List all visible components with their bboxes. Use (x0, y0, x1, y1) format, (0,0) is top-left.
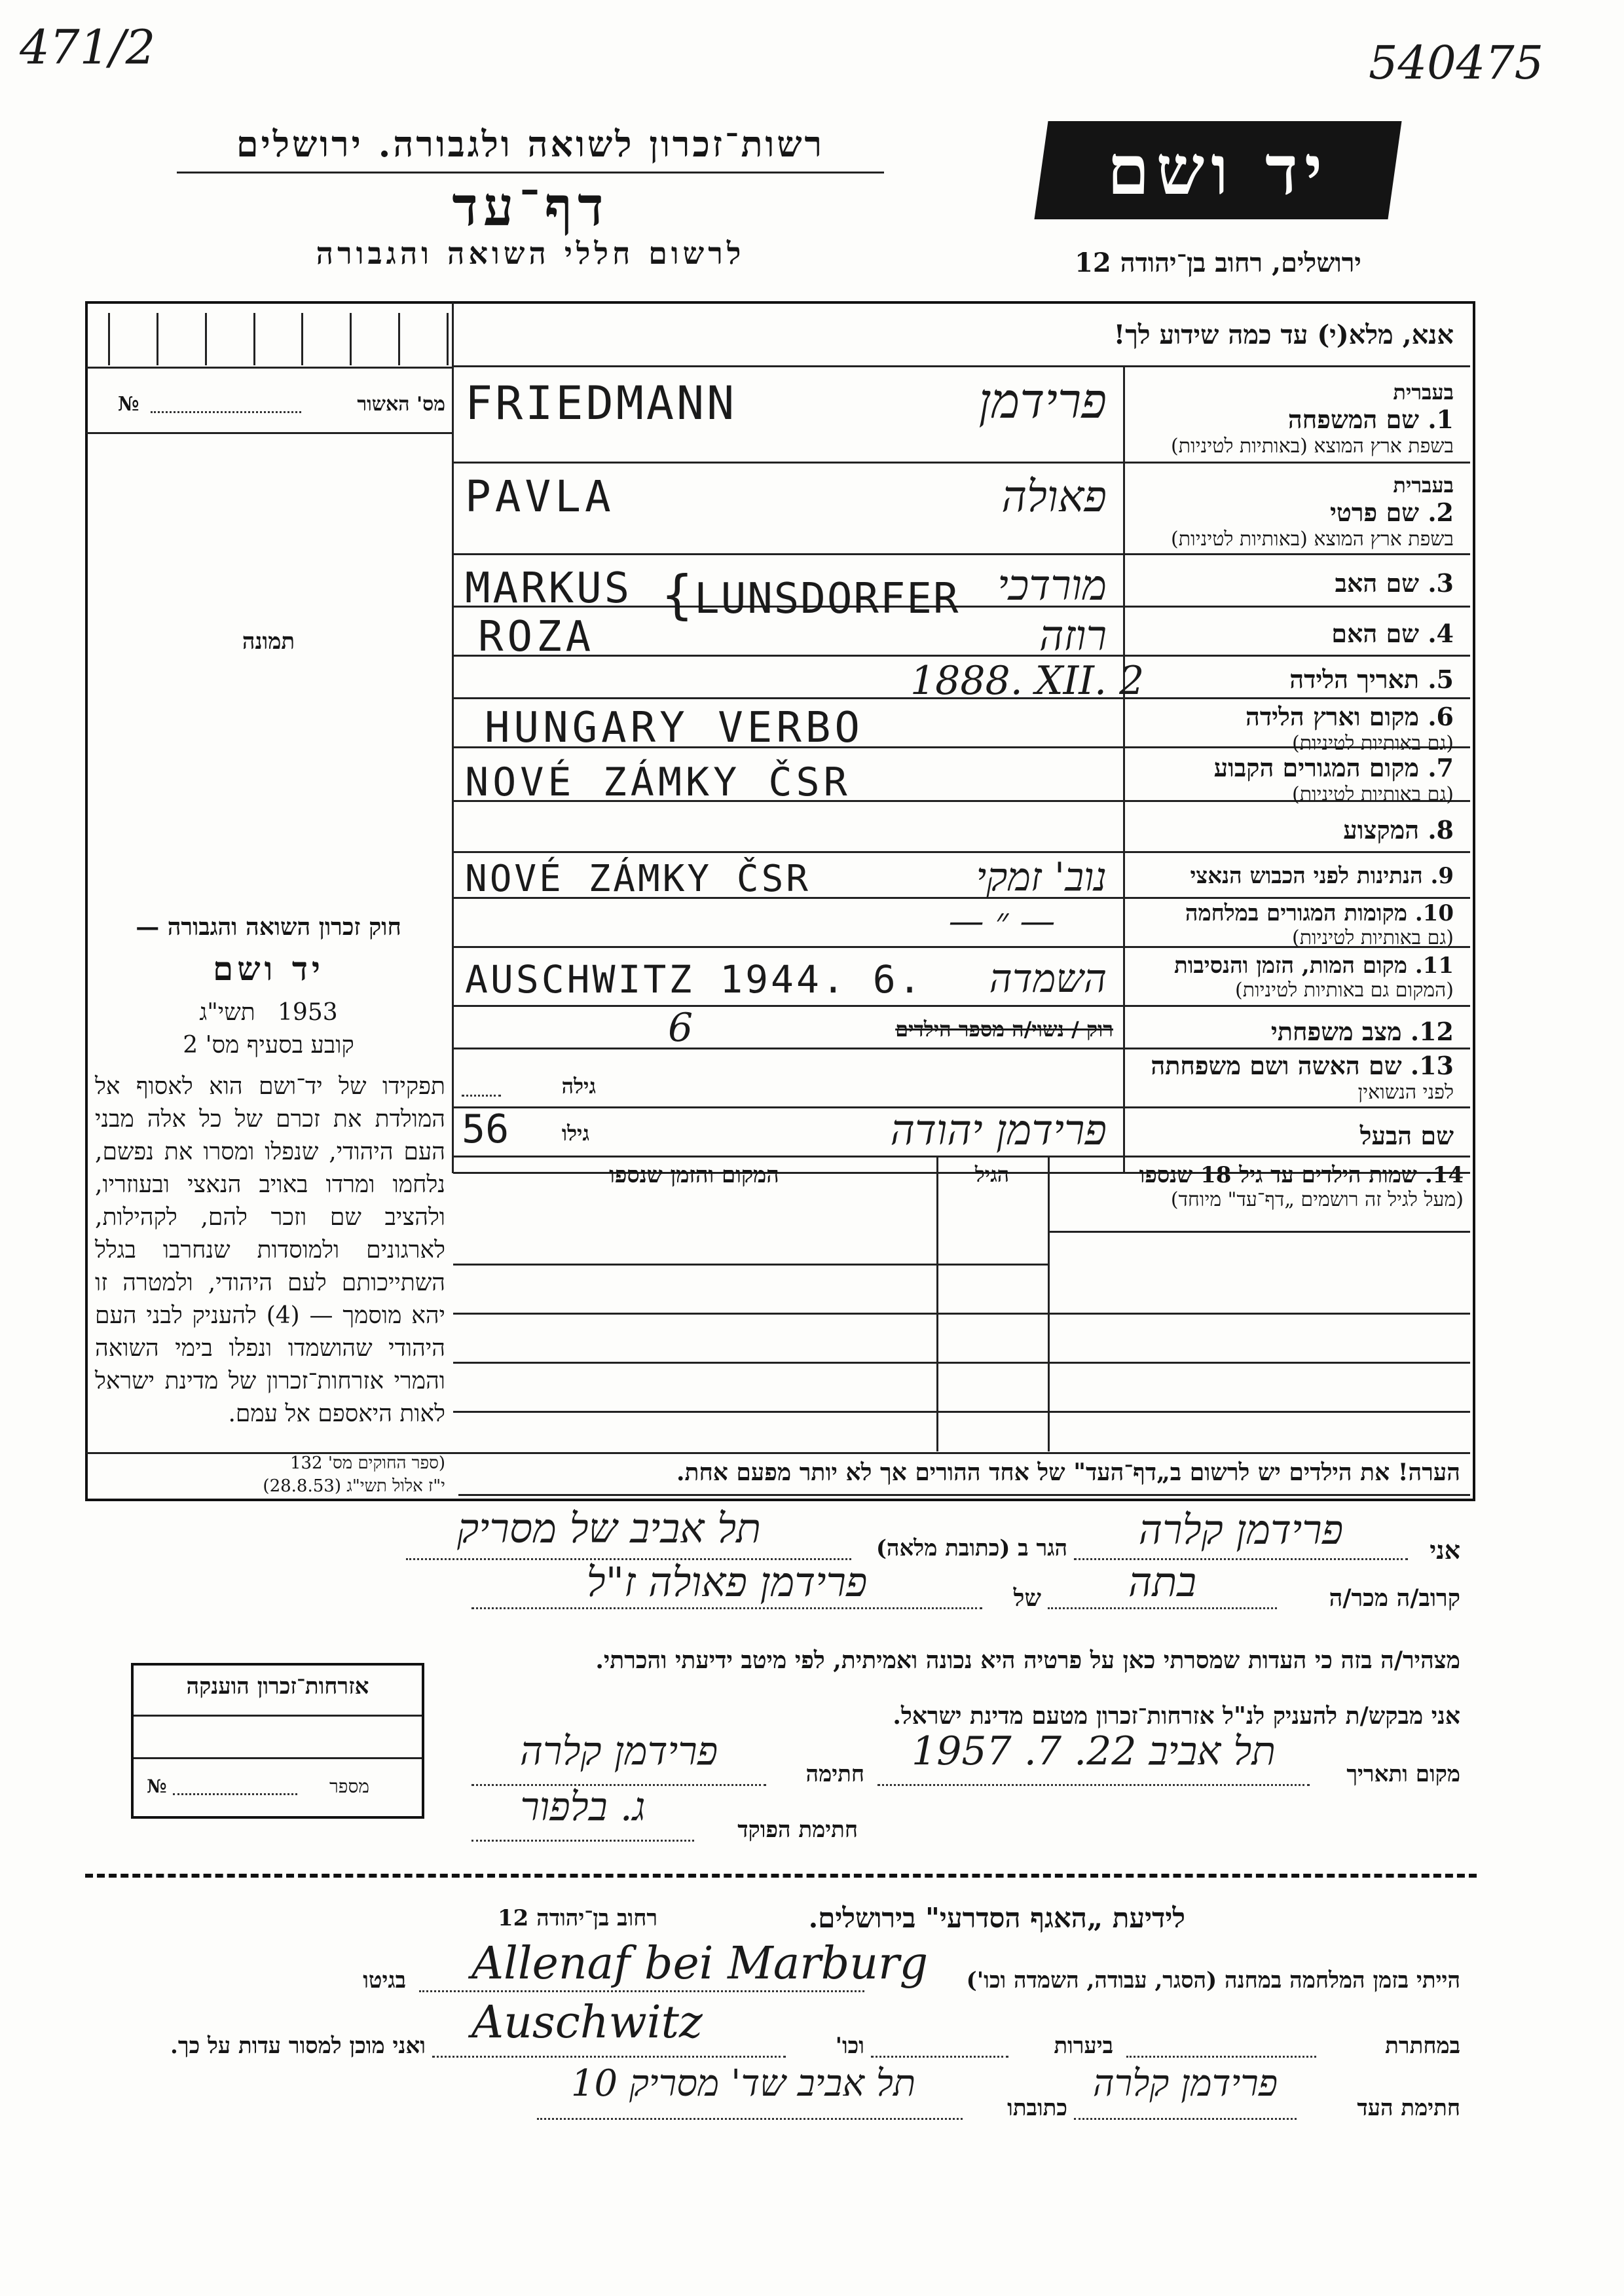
yad-vashem-logo (1034, 121, 1401, 219)
marital-status-options: רוק / נשוי/ה מספר הילדים (895, 1017, 1113, 1042)
handwritten-record-number: 540475 (1369, 36, 1544, 90)
law-year-hebrew: תשי"ג (199, 999, 255, 1026)
field-14-num: 14. (1424, 1162, 1464, 1188)
field-11-sub: (המקום גם באותיות לטיניות) (1234, 979, 1454, 1002)
decl-clerk-label: חתימת הפוקד (737, 1817, 858, 1843)
approval-label: מס' האשור (357, 393, 445, 416)
first-name-hebrew: פאולה (1001, 471, 1107, 522)
footer-hiding-label: במחתרת (1385, 2033, 1460, 2059)
footer-witness-addr-label: כתובתו (1007, 2095, 1067, 2121)
husband-age-value: 56 (462, 1106, 509, 1152)
box-number-label: מספר (329, 1776, 369, 1797)
field-3-text: שם האב (1335, 568, 1420, 598)
box-title: אזרחות־זכרון הוענקה (186, 1673, 369, 1700)
field-6-sub: (גם באותיות לטיניות) (1292, 732, 1454, 755)
authority-name: רשות־זכרון לשואה ולגבורה. ירושלים (236, 123, 825, 165)
war-residence-ditto: — ״ — (948, 900, 1056, 941)
footer-witness-sig-value: פרידמן קלרה (1092, 2062, 1278, 2105)
field-birthplace-label (1126, 702, 1454, 755)
footer-witness-sig-label: חתימת העד (1357, 2095, 1460, 2121)
field-7-num: 7. (1428, 753, 1454, 782)
mother-name-hebrew: רוזה (1039, 612, 1107, 661)
law-text: תפקידו של יד־ושם הוא לאסוף אל המולדת את זכרם של כל אלה מבני העם היהודי, שנפלו ומסרו את נפשם, נלחמו ומרדו באויב הנאצי ובעוזריו, ולהציב שם וזכר להם, לקהילות, לארגונים ולמוסדות שנחרבו בגלל השתייכותם לעם היהודי, ולמטרה זו יהא מוסמך — (4) להעניק לבני העם היהודי שהושמדו ונפלו בימי השואה והמרי אזרחות־זכרון של מדינת ישראל לאות היאספם אל עמם. (95, 1073, 445, 1427)
decl-of-label: של (1013, 1584, 1041, 1612)
declarant-relation: בתה (1128, 1558, 1197, 1606)
field-4-num: 4. (1428, 619, 1454, 648)
family-name-hebrew: פרידמן (978, 373, 1107, 429)
death-circumstances-hebrew: השמדה (989, 956, 1107, 1002)
field-7-text: מקום המגורים הקבוע (1213, 753, 1420, 782)
footer-camp-value: Allenaf bei Marburg (471, 1938, 929, 1990)
decl-clerk-signature: ג. בלפור (520, 1784, 646, 1830)
children-sub: (מעל לגיל זה רושמים „דף־עד" מיוחד) (1170, 1188, 1464, 1211)
footer-hiding-value: Auschwitz (471, 1997, 703, 2049)
law-reference-date: י"ז אלול תשי"ג (28.8.53) (263, 1476, 445, 1496)
field-2-sub: בשפת ארץ המוצא (באותיות לטיניות) (1171, 528, 1454, 551)
footer-ghetto-label: בגיטו (363, 1967, 406, 1994)
husband-label-text: שם הבעל (1359, 1121, 1454, 1150)
decl-resides-label: הגר ב (כתובת מלאה) (876, 1535, 1067, 1561)
field-2-hebrew-tag: בעברית (1393, 473, 1454, 498)
field-11-text: מקום המות, הזמן והנסיבות (1173, 953, 1407, 979)
field-residence-label (1126, 753, 1454, 806)
field-4-text: שם האם (1331, 619, 1420, 648)
field-war-residence-label (1126, 900, 1454, 949)
decl-place-date-value: תל אביב 22. 7. 1957 (912, 1728, 1276, 1774)
declarant-name: פרידמן קלרה (1138, 1506, 1344, 1554)
field-1-text: שם המשפחה (1287, 405, 1420, 434)
field-10-num: 10. (1414, 900, 1454, 926)
field-1-label (1126, 405, 1454, 435)
birthplace-value: HUNGARY VERBO (485, 704, 864, 752)
children-header (1058, 1162, 1464, 1211)
children-count-value: 6 (668, 1005, 693, 1051)
footer-etc-label: וכו' (835, 2033, 864, 2059)
field-2-text: שם פרטי (1329, 498, 1420, 527)
field-8-text: המקצוע (1343, 815, 1420, 845)
father-name-latin: MARKUS (465, 564, 633, 613)
field-wife-label (1126, 1051, 1454, 1104)
field-5-text: תאריך הלידה (1289, 665, 1420, 694)
field-marital-label (1126, 1017, 1454, 1047)
field-father-label (1126, 568, 1454, 598)
field-1-num: 1. (1428, 405, 1454, 434)
footer-forests-label: ביערות (1054, 2033, 1113, 2059)
law-year-row (92, 998, 445, 1026)
footer-title: לידיעת „האגף הסדרעי" בירושלים. (808, 1902, 1185, 1934)
photo-label: תמונה (242, 629, 295, 655)
law-clause: קובע בסעיף מס' 2 (183, 1032, 354, 1059)
declarant-address: תל אביב של מסריק (457, 1504, 761, 1552)
law-title: חוק זכרון השואה והגבורה — (136, 913, 401, 941)
form-title: דף־עד (452, 175, 609, 238)
field-13-text: שם האשה ושם משפחתה (1151, 1051, 1402, 1080)
field-1-hebrew-tag: בעברית (1393, 380, 1454, 405)
footer-address: רחוב בן־יהודה 12 (498, 1905, 658, 1931)
tear-line (85, 1874, 1477, 1878)
decl-signature-value: פרידמן קלרה (519, 1728, 718, 1774)
decl-statement: מצהיר/ה בזה כי העדות שמסרתי כאן על פרטיה היא נכונה ואמיתית, לפי מיטב ידיעתי והכרתי. (595, 1647, 1460, 1674)
field-13-num: 13. (1410, 1051, 1454, 1080)
header-address: ירושלים, רחוב בן־יהודה 12 (1075, 247, 1361, 278)
approval-no-label: № (118, 393, 139, 416)
deceased-name: פרידמן פאולה ז"ל (586, 1558, 868, 1606)
intro-request: אנא, מלא(י) עד כמה שידוע לך! (1113, 319, 1454, 350)
footer-witness-addr-value: תל אביב שד' מסריק 10 (570, 2062, 916, 2105)
form-subtitle: לרשום חללי השואה והגבורה (316, 236, 745, 271)
field-9-text: הנתינות לפני הכבוש הנאצי (1190, 863, 1423, 889)
father-name-hebrew: מורדכי (997, 562, 1107, 610)
field-occupation-label (1126, 815, 1454, 845)
decl-i-label: אני (1430, 1535, 1460, 1565)
family-maiden-name: LUNSDORFER (694, 575, 960, 623)
decl-request: אני מבקש/ת להעניק לנ"ל אזרחות־זכרון מטעם מדינת ישראל. (893, 1702, 1460, 1730)
death-place-value: AUSCHWITZ 1944. 6. (465, 957, 924, 1002)
nationality-value: NOVÉ ZÁMKY ČSR (465, 858, 811, 900)
field-3-num: 3. (1428, 568, 1454, 598)
field-8-num: 8. (1428, 815, 1454, 845)
field-6-num: 6. (1428, 702, 1454, 731)
footer-camp-label: הייתי בזמן המלחמה במחנה (הסגר, עבודה, השמדה וכו') (966, 1967, 1460, 1994)
decl-place-date-label: מקום ותאריך (1346, 1761, 1460, 1787)
field-5-num: 5. (1428, 665, 1454, 694)
children-col-place: המקום והזמן שנספו (609, 1162, 779, 1188)
field-family-name-label (1126, 380, 1454, 458)
field-11-num: 11. (1414, 953, 1454, 979)
field-death-label (1126, 953, 1454, 1002)
decl-signature-label: חתימה (805, 1761, 864, 1787)
field-husband-label (1126, 1121, 1454, 1151)
field-10-sub: (גם באותיות לטיניות) (1292, 926, 1454, 949)
field-9-num: 9. (1430, 863, 1454, 889)
wife-age-label: גילה (561, 1074, 596, 1099)
mother-name-latin: ROZA (478, 613, 595, 661)
residence-value: NOVÉ ZÁMKY ČSR (465, 759, 851, 805)
field-nationality-label (1126, 863, 1454, 889)
logo-text: יד ושם (1107, 130, 1329, 210)
handwritten-file-number: 471/2 (20, 20, 156, 75)
field-mother-label (1126, 619, 1454, 649)
field-13-sub: לפני הנשואין (1357, 1081, 1454, 1104)
field-first-name-label (1126, 473, 1454, 551)
approval-boxes (108, 313, 449, 365)
family-name-latin: FRIEDMANN (465, 376, 737, 430)
children-col-age: הגיל (974, 1162, 1010, 1187)
memorial-citizenship-box (131, 1663, 424, 1819)
footer-ready-label: ואני מוכן למסור עדות על כך. (170, 2033, 426, 2059)
field-12-text: מצב משפחתי (1270, 1017, 1402, 1046)
field-2-num: 2. (1428, 498, 1454, 527)
law-reference: (ספר החוקים מס' 132 (289, 1453, 445, 1473)
field-birthdate-label (1126, 665, 1454, 695)
field-1-sub: בשפת ארץ המוצא (באותיות לטיניות) (1171, 435, 1454, 458)
maiden-name-bracket: {LUNSDORFER (661, 564, 960, 625)
field-12-num: 12. (1410, 1017, 1454, 1046)
law-name: יד ושם (213, 949, 324, 988)
field-6-text: מקום וארץ הלידה (1246, 702, 1420, 731)
field-10-text: מקומות המגורים במלחמה (1185, 900, 1407, 926)
first-name-latin: PAVLA (465, 471, 615, 522)
decl-relative-label: קרוב/ה מכר/ה (1329, 1584, 1460, 1612)
husband-name-value: פרידמן יהודה (890, 1106, 1107, 1155)
law-year: 1953 (278, 999, 338, 1026)
husband-age-label: גילו (561, 1121, 589, 1146)
box-no-label: № (147, 1776, 167, 1797)
birthdate-value: 1888. XII. 2 (910, 658, 1145, 704)
children-label: שמות הילדים עד גיל 18 שנספו (1139, 1162, 1417, 1188)
children-note: הערה! את הילדים יש לרשום ב„דף־העד" של אחד ההורים אך לא יותר מפעם אחת. (676, 1459, 1460, 1486)
field-7-sub: (גם באותיות לטיניות) (1292, 783, 1454, 806)
nationality-hebrew: נוב' זמקי (976, 854, 1107, 900)
